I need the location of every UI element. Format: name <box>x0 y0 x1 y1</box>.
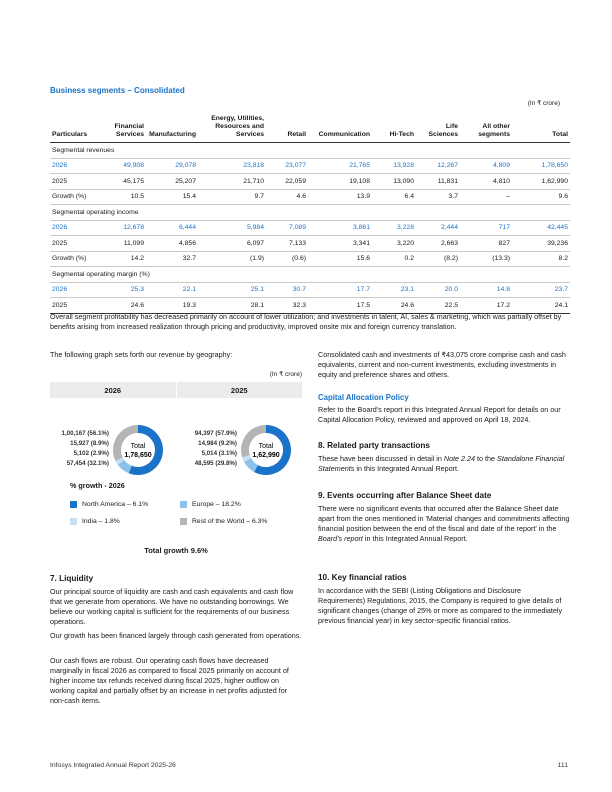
table-cell: 11,099 <box>102 236 146 252</box>
table-cell: 23,077 <box>266 158 308 174</box>
table-cell: 24.1 <box>512 298 570 314</box>
donut-slice-europe <box>121 462 130 469</box>
table-cell: 10.5 <box>102 189 146 205</box>
table-cell: 25.1 <box>198 282 266 298</box>
chart-unit: (In ₹ crore) <box>269 371 302 378</box>
column-header: Hi-Tech <box>372 113 416 143</box>
table-cell: 21,765 <box>308 158 372 174</box>
table-cell: 3,341 <box>308 236 372 252</box>
donut-slice-india <box>246 456 248 460</box>
table-cell: Segmental revenues <box>50 143 570 159</box>
legend-swatch-europe <box>180 501 187 508</box>
table-cell: 17.2 <box>460 298 512 314</box>
table-cell: 29,078 <box>146 158 198 174</box>
segments-table <box>50 113 570 314</box>
table-row <box>50 174 570 190</box>
legend-rest-of-world <box>180 518 267 525</box>
unit-label: (In ₹ crore) <box>527 100 560 107</box>
donut-data-label: 94,397 (57.9%) <box>194 430 237 437</box>
table-cell: 22,059 <box>266 174 308 190</box>
table-cell: 9.7 <box>198 189 266 205</box>
footer-title: Infosys Integrated Annual Report 2025-26 <box>50 762 176 769</box>
group-row <box>50 143 570 159</box>
table-cell: 0.2 <box>372 251 416 267</box>
donut-slice-europe <box>248 460 256 468</box>
cash-paragraph: Consolidated cash and investments of ₹43,075 crore comprise cash and cash equivalents, current and non-current investments, excluding investments in equity and preference shares and others. <box>318 350 566 379</box>
rp-text-c: to the <box>475 454 498 463</box>
table-cell: 32.3 <box>266 298 308 314</box>
donut-data-label: 57,454 (32.1%) <box>66 460 109 467</box>
donut-slice-india <box>119 459 121 462</box>
geography-chart <box>50 371 302 398</box>
table-header-row <box>50 113 570 143</box>
table-cell: 22.5 <box>416 298 460 314</box>
table-cell: 6,097 <box>198 236 266 252</box>
table-cell: (13.3) <box>460 251 512 267</box>
year-2025-label: 2025 <box>230 385 248 395</box>
table-cell: 14.8 <box>460 282 512 298</box>
donut-data-label: 5,102 (2.9%) <box>73 450 109 457</box>
table-cell: 827 <box>460 236 512 252</box>
ev-text-c: in this Integrated Annual Report. <box>362 534 468 543</box>
table-cell: (0.6) <box>266 251 308 267</box>
table-cell: 6,444 <box>146 220 198 236</box>
table-row <box>50 298 570 314</box>
total-growth: Total growth 9.6% <box>144 546 208 555</box>
donut-center-label: Total <box>258 443 274 450</box>
column-header: Manufacturing <box>146 113 198 143</box>
legend-label-north-america: North America – 6.1% <box>82 501 149 508</box>
table-cell: 2026 <box>50 158 102 174</box>
column-header: Retail <box>266 113 308 143</box>
section-title: Business segments – Consolidated <box>50 86 185 95</box>
column-header: Energy, Utilities, Resources and Services <box>198 113 266 143</box>
table-cell: 2,444 <box>416 220 460 236</box>
table-cell: 15.4 <box>146 189 198 205</box>
table-cell: 4,809 <box>460 158 512 174</box>
group-row <box>50 205 570 221</box>
donut-slice-north-america <box>256 429 287 471</box>
rp-statements-ref: Standalone Financial Statements <box>318 454 565 473</box>
table-row <box>50 236 570 252</box>
donut-center-value: 1,78,650 <box>124 452 152 459</box>
table-cell: 7,089 <box>266 220 308 236</box>
rp-note-ref: Note 2.24 <box>443 454 476 463</box>
table-cell: 2026 <box>50 282 102 298</box>
table-cell: 49,908 <box>102 158 146 174</box>
events-heading: 9. Events occurring after Balance Sheet date <box>318 491 492 500</box>
liquidity-p1: Our principal source of liquidity are cash and cash equivalents and cash flow that we generate from operations. We have no outstanding borrowings. We believe our working capital is sufficient for the requirements of our business operations. <box>50 587 294 626</box>
table-cell: 8.2 <box>512 251 570 267</box>
table-cell: 32.7 <box>146 251 198 267</box>
column-header: Total <box>512 113 570 143</box>
donut-slice-north-america <box>130 429 159 471</box>
legend-label-rest-of-world: Rest of the World – 6.3% <box>192 518 268 525</box>
donut-data-label: 5,014 (3.1%) <box>201 450 237 457</box>
donut-data-label: 48,595 (29.8%) <box>194 460 237 467</box>
table-cell: 22.1 <box>146 282 198 298</box>
table-cell: 2025 <box>50 236 102 252</box>
rp-text-a: These have been discussed in detail in <box>318 454 444 463</box>
donut-center-value: 1,62,990 <box>252 452 280 459</box>
table-row <box>50 158 570 174</box>
donut-data-label: 15,927 (8.9%) <box>70 440 109 447</box>
table-cell: 39,236 <box>512 236 570 252</box>
table-cell: 3.7 <box>416 189 460 205</box>
table-cell: 23.1 <box>372 282 416 298</box>
table-row <box>50 189 570 205</box>
growth-title: % growth - 2026 <box>70 481 125 490</box>
overall-paragraph: Overall segment profitability has decreased primarily on account of lower utilization; and investments in talent, AI, sales & marketing, which was partially offset by benefits arising from increased realization through pricing and productivity, improved onsite mix and foreign currency translation. <box>50 312 562 331</box>
table-cell: 23.7 <box>512 282 570 298</box>
donut-data-label: 14,984 (9.2%) <box>198 440 237 447</box>
table-cell: 5,984 <box>198 220 266 236</box>
table-cell: 12,267 <box>416 158 460 174</box>
rp-text-e: in this Integrated Annual Report. <box>354 464 460 473</box>
table-body <box>50 143 570 314</box>
legend-india <box>70 518 120 525</box>
table-cell: 1,62,990 <box>512 174 570 190</box>
column-header: Financial Services <box>102 113 146 143</box>
ev-text-a: There were no significant events that occurred after the Balance Sheet date apart from the ones mentioned in 'Material changes and commitments affecting financial position between the end of the fiscal and date of the report' in the <box>318 504 570 533</box>
table-cell: 11,831 <box>416 174 460 190</box>
table-cell: 4.6 <box>266 189 308 205</box>
table-cell: 24.6 <box>372 298 416 314</box>
table-cell: 42,445 <box>512 220 570 236</box>
legend-north-america <box>70 501 148 508</box>
table-cell: 21,710 <box>198 174 266 190</box>
table-cell: 1,78,650 <box>512 158 570 174</box>
table-cell: 2026 <box>50 220 102 236</box>
table-cell: 2025 <box>50 174 102 190</box>
related-party-paragraph <box>318 454 570 474</box>
donut-center-label: Total <box>130 443 146 450</box>
table-cell: 7,133 <box>266 236 308 252</box>
graph-intro: The following graph sets forth our revenue by geography: <box>50 350 233 359</box>
table-cell: (8.2) <box>416 251 460 267</box>
events-paragraph <box>318 504 570 544</box>
table-row <box>50 282 570 298</box>
legend-europe <box>180 501 241 508</box>
related-party-heading: 8. Related party transactions <box>318 441 430 450</box>
column-header: Particulars <box>50 113 102 143</box>
table-cell: 13.9 <box>308 189 372 205</box>
liquidity-p2: Our growth has been financed largely through cash generated from operations. <box>50 631 302 640</box>
table-cell: Segmental operating margin (%) <box>50 267 570 283</box>
table-cell: 717 <box>460 220 512 236</box>
ratios-paragraph: In accordance with the SEBI (Listing Obligations and Disclosure Requirements) Regulations, 2015, the Company is required to give details of significant changes (change of 25% or more as compared to the immediately previous financial year) in key sector-specific financial ratios. <box>318 586 563 625</box>
table-cell: 3,861 <box>308 220 372 236</box>
table-cell: 2025 <box>50 298 102 314</box>
table-cell: 2,663 <box>416 236 460 252</box>
table-cell: 4,810 <box>460 174 512 190</box>
capital-allocation-heading: Capital Allocation Policy <box>318 393 409 402</box>
table-cell: 3,228 <box>372 220 416 236</box>
table-cell: 6.4 <box>372 189 416 205</box>
table-row <box>50 220 570 236</box>
table-cell: 19,108 <box>308 174 372 190</box>
table-cell: 28.1 <box>198 298 266 314</box>
table-cell: 19.3 <box>146 298 198 314</box>
table-cell: 13,090 <box>372 174 416 190</box>
table-cell: 17.5 <box>308 298 372 314</box>
page-number: 111 <box>557 762 568 769</box>
legend-swatch-india <box>70 518 77 525</box>
donut-data-label: 1,00,167 (56.1%) <box>61 430 109 437</box>
table-cell: 12,678 <box>102 220 146 236</box>
table-cell: 24.6 <box>102 298 146 314</box>
liquidity-heading: 7. Liquidity <box>50 574 94 583</box>
table-cell: 25.3 <box>102 282 146 298</box>
liquidity-p3: Our cash flows are robust. Our operating cash flows have decreased marginally in fiscal 2026 as compared to fiscal 2025 primarily on account of higher income tax refunds received during fiscal 2025, higher outflow on working capital and partially offset by an increase in net profits adjusted for non-cash items. <box>50 656 289 705</box>
table-cell: (1.9) <box>198 251 266 267</box>
legend-swatch-rest-of-world <box>180 518 187 525</box>
table-cell: – <box>460 189 512 205</box>
group-row <box>50 267 570 283</box>
table-cell: 9.6 <box>512 189 570 205</box>
table-cell: 17.7 <box>308 282 372 298</box>
table-cell: Growth (%) <box>50 251 102 267</box>
capital-allocation-paragraph: Refer to the Board's report in this Integrated Annual Report for details on our Capital Allocation Policy, reviewed and approved on April 18, 2024. <box>318 405 561 424</box>
table-row <box>50 251 570 267</box>
table-cell: 25,207 <box>146 174 198 190</box>
table-cell: 45,175 <box>102 174 146 190</box>
table-cell: Growth (%) <box>50 189 102 205</box>
column-header: Communication <box>308 113 372 143</box>
year-2026-label: 2026 <box>50 382 177 398</box>
table-cell: Segmental operating income <box>50 205 570 221</box>
year-header <box>50 382 302 398</box>
table-cell: 4,856 <box>146 236 198 252</box>
table-cell: 30.7 <box>266 282 308 298</box>
table-cell: 14.2 <box>102 251 146 267</box>
legend-swatch-north-america <box>70 501 77 508</box>
column-header: Life Sciences <box>416 113 460 143</box>
table-cell: 20.0 <box>416 282 460 298</box>
ratios-heading: 10. Key financial ratios <box>318 573 407 582</box>
legend-label-europe: Europe – 18.2% <box>192 501 241 508</box>
table-cell: 23,818 <box>198 158 266 174</box>
table-cell: 15.6 <box>308 251 372 267</box>
column-header: All other segments <box>460 113 512 143</box>
table-cell: 3,220 <box>372 236 416 252</box>
ev-board-ref: Board's report <box>318 534 363 543</box>
legend-label-india: India – 1.8% <box>82 518 120 525</box>
table-cell: 13,928 <box>372 158 416 174</box>
